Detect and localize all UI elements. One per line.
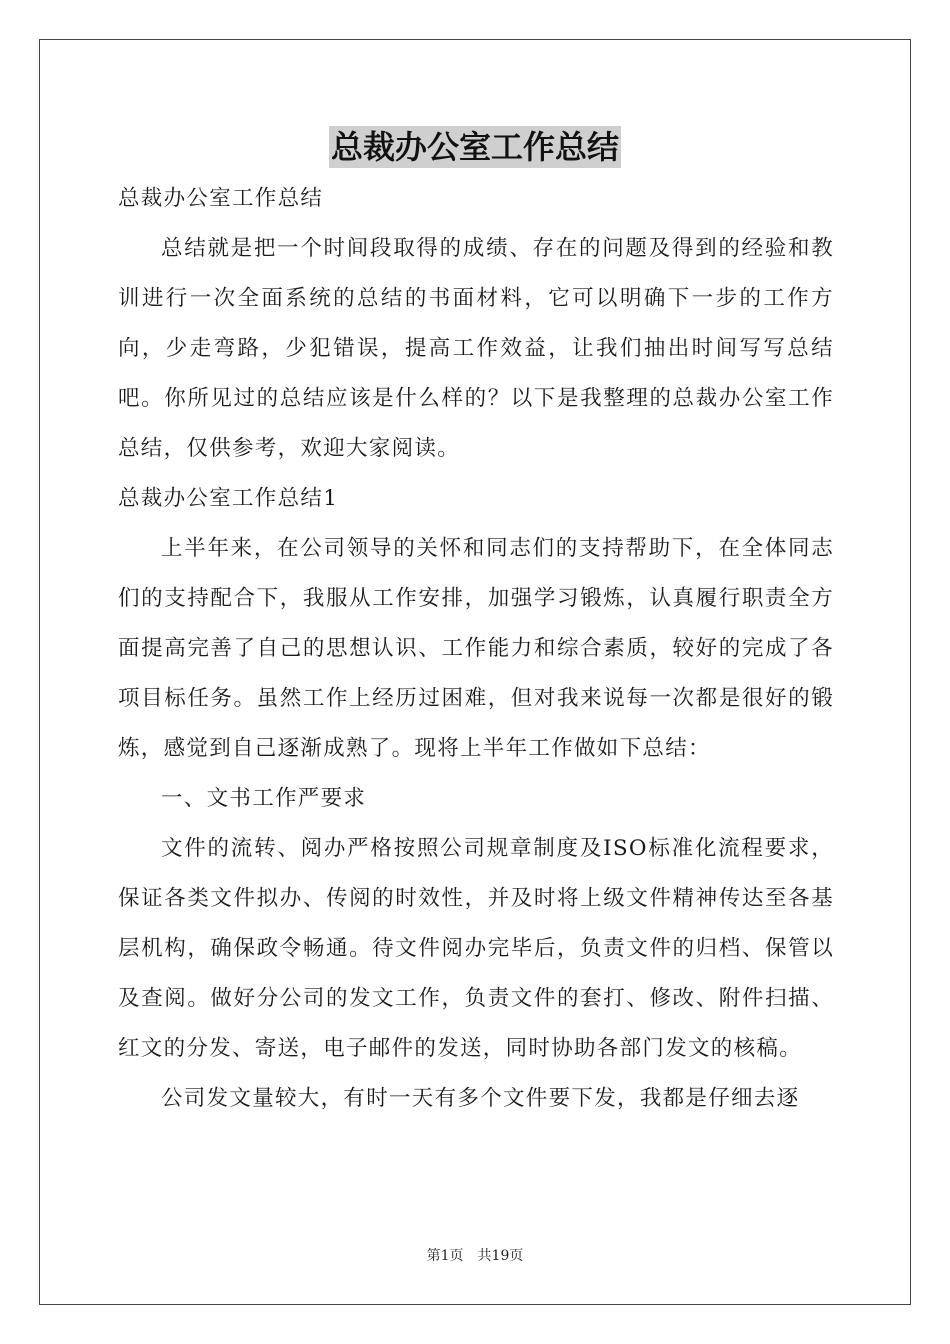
document-subtitle: 总裁办公室工作总结 bbox=[118, 186, 324, 211]
paragraph-2: 文件的流转、阅办严格按照公司规章制度及ISO标准化流程要求，保证各类文件拟办、传阅的时效性，并及时将上级文件精神传达至各基层机构，确保政令畅通。待文件阅办完毕后，负责文件的归档、保管以及查阅。做好分公司的发文工作，负责文件的套打、修改、附件扫描、红文的分发、寄送，电子邮件的发送，同时协助各部门发文的核稿。 bbox=[118, 836, 834, 1061]
document-body bbox=[118, 174, 834, 1124]
paragraph-3: 公司发文量较大，有时一天有多个文件要下发，我都是仔细去逐 bbox=[161, 1086, 800, 1111]
intro-paragraph: 总结就是把一个时间段取得的成绩、存在的问题及得到的经验和教训进行一次全面系统的总结的书面材料，它可以明确下一步的工作方向，少走弯路，少犯错误，提高工作效益，让我们抽出时间写写总结吧。你所见过的总结应该是什么样的？以下是我整理的总裁办公室工作总结，仅供参考，欢迎大家阅读。 bbox=[118, 236, 834, 461]
paragraph-1: 上半年来，在公司领导的关怀和同志们的支持帮助下，在全体同志们的支持配合下，我服从工作安排，加强学习锻炼，认真履行职责全方面提高完善了自己的思想认识、工作能力和综合素质，较好的完成了各项目标任务。虽然工作上经历过困难，但对我来说每一次都是很好的锻炼，感觉到自己逐渐成熟了。现将上半年工作做如下总结： bbox=[118, 536, 834, 761]
title-container bbox=[0, 126, 950, 168]
document-title: 总裁办公室工作总结 bbox=[330, 128, 619, 166]
subheading-1: 一、文书工作严要求 bbox=[161, 786, 367, 811]
page-number: 第1页 共19页 bbox=[426, 1248, 524, 1264]
page-footer bbox=[0, 1245, 950, 1265]
section-heading: 总裁办公室工作总结1 bbox=[118, 486, 339, 511]
